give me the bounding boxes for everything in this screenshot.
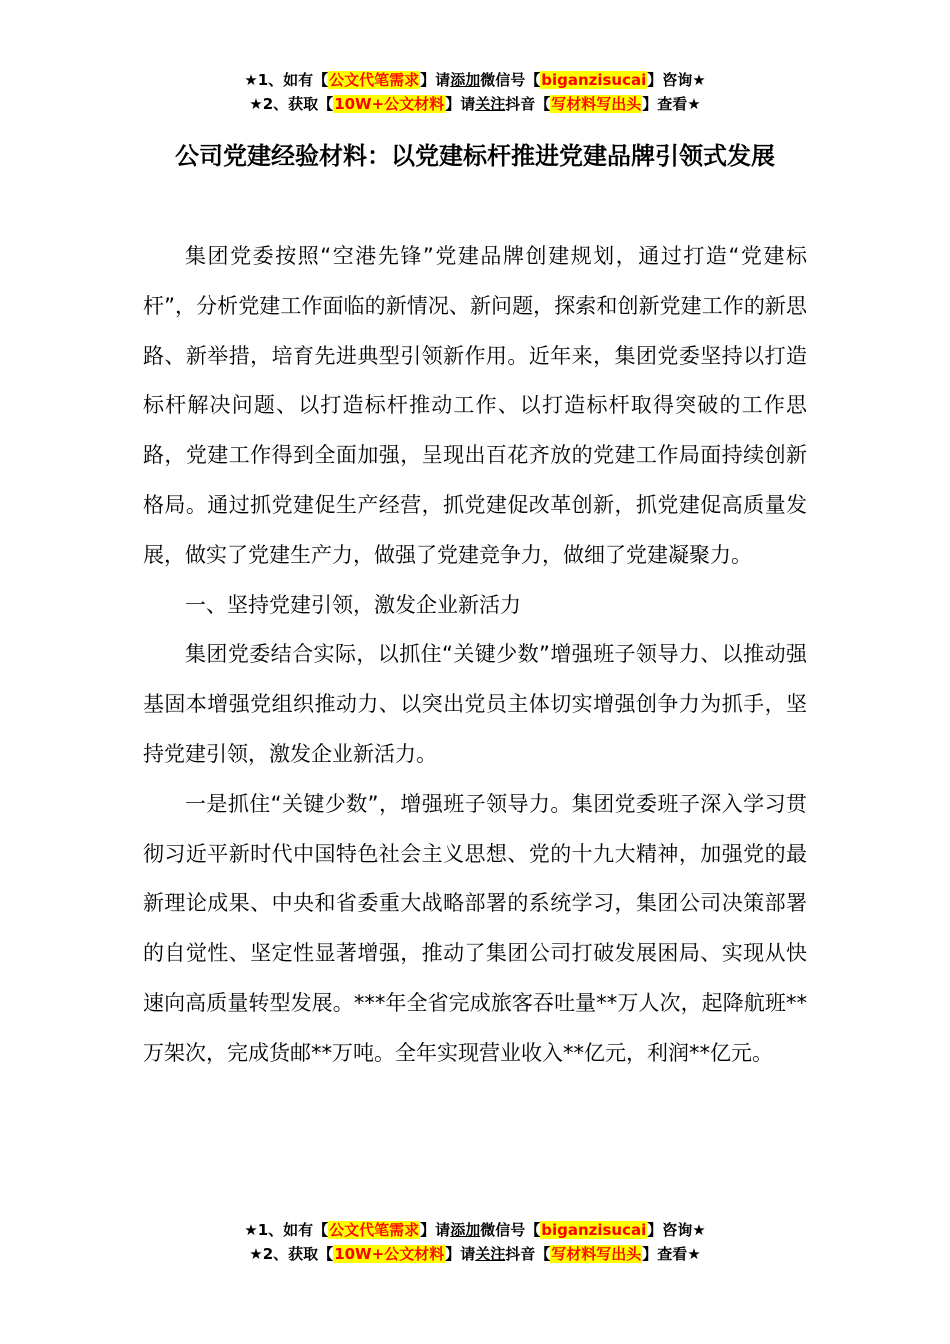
banner-line1-suffix: 】咨询★ — [647, 71, 706, 89]
footer-line2-mid2: 抖音【 — [505, 1245, 551, 1263]
banner-line-1 — [0, 68, 950, 92]
banner-line1-mid1: 】请 — [420, 71, 451, 89]
footer-line1-prefix: ★1、如有【 — [244, 1221, 329, 1239]
banner-line2-underlined: 关注 — [475, 95, 506, 113]
footer-line1-mid1: 】请 — [420, 1221, 451, 1239]
banner-line1-mid2: 微信号【 — [480, 71, 541, 89]
document-title: 公司党建经验材料：以党建标杆推进党建品牌引领式发展 — [175, 142, 775, 170]
footer-line2-mid1: 】请 — [445, 1245, 476, 1263]
banner-line-2 — [0, 92, 950, 116]
footer-line2-prefix: ★2、获取【 — [249, 1245, 334, 1263]
banner-line2-mid2: 抖音【 — [505, 95, 551, 113]
footer-line1-mid2: 微信号【 — [480, 1221, 541, 1239]
footer-highlight-douyin: 写材料写出头 — [551, 1245, 642, 1263]
banner-highlight-wechat-id: biganzisucai — [541, 71, 647, 89]
banner-line1-prefix: ★1、如有【 — [244, 71, 329, 89]
banner-line2-prefix: ★2、获取【 — [249, 95, 334, 113]
footer-banner-line-2 — [0, 1242, 950, 1266]
footer-highlight-materials: 10W+公文材料 — [334, 1245, 445, 1263]
paragraph-key-minority: 一是抓住“关键少数”，增强班子领导力。集团党委班子深入学习贯彻习近平新时代中国特色社会主义思想、党的十九大精神，加强党的最新理论成果、中央和省委重大战略部署的系统学习，集团公司决策部署的自觉性、坚定性显著增强，推动了集团公司打破发展困局、实现从快速向高质量转型发展。***年全省完成旅客吞吐量**万人次，起降航班**万架次，完成货邮**万吨。全年实现营业收入**亿元，利润**亿元。 — [143, 791, 807, 1065]
footer-banner — [0, 1218, 950, 1266]
section-heading-1: 一、坚持党建引领，激发企业新活力 — [185, 592, 521, 617]
banner-line2-suffix: 】查看★ — [642, 95, 701, 113]
banner-line1-underlined: 添加 — [450, 71, 481, 89]
banner-highlight-ghostwriting: 公文代笔需求 — [329, 71, 420, 89]
footer-line2-suffix: 】查看★ — [642, 1245, 701, 1263]
paragraph-section-1: 集团党委结合实际，以抓住“关键少数”增强班子领导力、以推动强基固本增强党组织推动力、以突出党员主体切实增强创争力为抓手，坚持党建引领，激发企业新活力。 — [143, 642, 807, 766]
footer-highlight-ghostwriting: 公文代笔需求 — [329, 1221, 420, 1239]
banner-highlight-materials: 10W+公文材料 — [334, 95, 445, 113]
footer-line2-underlined: 关注 — [475, 1245, 506, 1263]
header-banner — [0, 68, 950, 116]
footer-banner-line-1 — [0, 1218, 950, 1242]
paragraph-intro: 集团党委按照“空港先锋”党建品牌创建规划，通过打造“党建标杆”，分析党建工作面临的新情况、新问题，探索和创新党建工作的新思路、新举措，培育先进典型引领新作用。近年来，集团党委坚持以打造标杆解决问题、以打造标杆推动工作、以打造标杆取得突破的工作思路，党建工作得到全面加强，呈现出百花齐放的党建工作局面持续创新格局。通过抓党建促生产经营，抓党建促改革创新，抓党建促高质量发展，做实了党建生产力，做强了党建竞争力，做细了党建凝聚力。 — [143, 244, 807, 567]
footer-line1-suffix: 】咨询★ — [647, 1221, 706, 1239]
banner-line2-mid1: 】请 — [445, 95, 476, 113]
footer-highlight-wechat-id: biganzisucai — [541, 1221, 647, 1239]
document-body — [143, 232, 807, 1079]
footer-line1-underlined: 添加 — [450, 1221, 481, 1239]
banner-highlight-douyin: 写材料写出头 — [551, 95, 642, 113]
